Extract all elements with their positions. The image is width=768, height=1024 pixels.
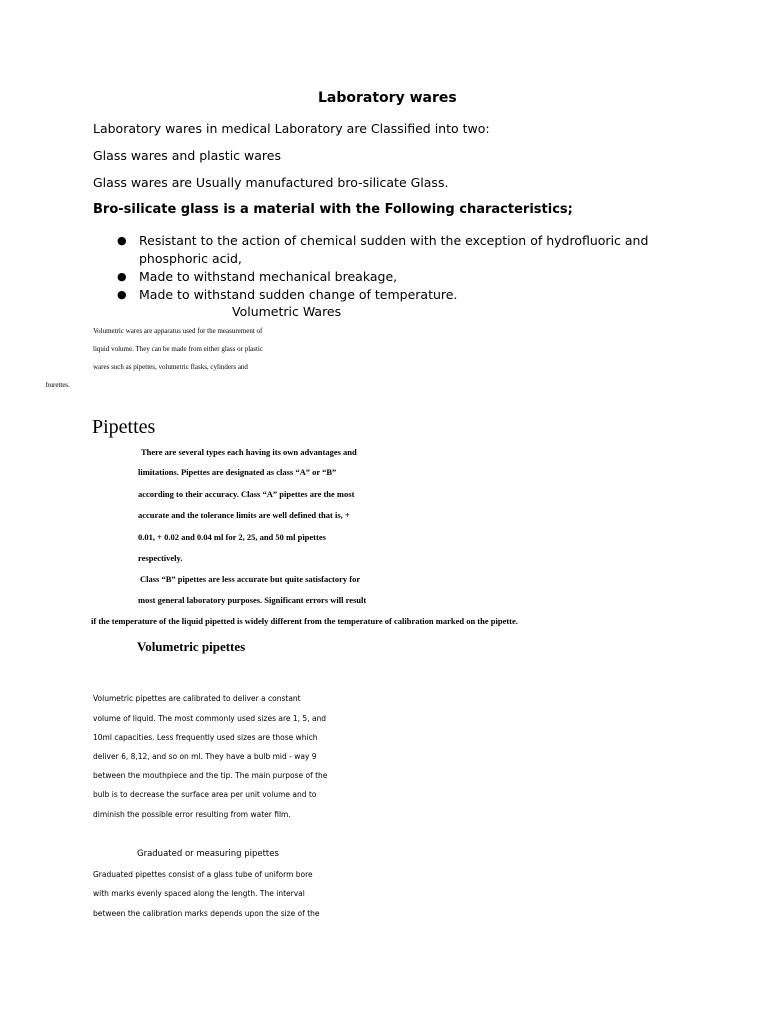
paragraph-line: wares such as pipettes, volumetric flasks, cylinders and — [93, 363, 248, 371]
paragraph-line: liquid volume. They can be made from either glass or plastic — [93, 345, 263, 353]
paragraph-line: Volumetric wares are apparatus used for the measurement of — [93, 327, 263, 335]
paragraph-line: most general laboratory purposes. Significant errors will result — [138, 595, 367, 605]
intro-line-2: Glass wares and plastic wares — [93, 148, 281, 163]
paragraph-line: according to their accuracy. Class “A” pipettes are the most — [138, 489, 355, 499]
paragraph-line: Graduated pipettes consist of a glass tube of uniform bore — [93, 870, 313, 879]
list-item: ● Made to withstand sudden change of temperature. — [117, 287, 458, 302]
paragraph-line: with marks evenly spaced along the length. The interval — [93, 889, 305, 898]
paragraph-line: bulb is to decrease the surface area per unit volume and to — [93, 790, 317, 799]
intro-line-1: Laboratory wares in medical Laboratory are Classified into two: — [93, 121, 490, 136]
bullet-icon: ● — [117, 288, 127, 301]
paragraph-line: diminish the possible error resulting from water film. — [93, 810, 291, 819]
page-title: Laboratory wares — [318, 90, 457, 106]
paragraph-line: between the mouthpiece and the tip. The main purpose of the — [93, 771, 328, 780]
paragraph-line: Volumetric pipettes are calibrated to deliver a constant — [93, 694, 301, 703]
list-item: ● Made to withstand mechanical breakage, — [117, 269, 398, 284]
bullet-icon: ● — [117, 270, 127, 283]
volumetric-wares-heading: Volumetric Wares — [232, 304, 342, 319]
paragraph-line: There are several types each having its own advantages and — [141, 447, 357, 457]
paragraph-line: between the calibration marks depends upon the size of the — [93, 909, 320, 918]
paragraph-line: Class “B” pipettes are less accurate but quite satisfactory for — [140, 574, 361, 584]
paragraph-line: if the temperature of the liquid pipetted is widely different from the temperature of calibration marked on the pipette. — [91, 616, 518, 626]
intro-line-3: Glass wares are Usually manufactured bro-silicate Glass. — [93, 175, 449, 190]
list-item: ● Resistant to the action of chemical sudden with the exception of hydrofluoric and phosphoric acid, — [117, 233, 649, 266]
volumetric-pipettes-heading: Volumetric pipettes — [137, 639, 246, 654]
paragraph-line: 10ml capacities. Less frequently used sizes are those which — [93, 733, 318, 742]
paragraph-line: volume of liquid. The most commonly used sizes are 1, 5, and — [93, 714, 327, 723]
paragraph-line: deliver 6, 8,12, and so on ml. They have a bulb mid - way 9 — [93, 752, 317, 761]
pipettes-heading: Pipettes — [92, 416, 156, 438]
paragraph-line: 0.01, + 0.02 and 0.04 ml for 2, 25, and 50 ml pipettes — [138, 532, 326, 542]
characteristics-heading: Bro-silicate glass is a material with the Following characteristics; — [93, 202, 573, 217]
paragraph-line: respectively. — [138, 553, 183, 563]
graduated-pipettes-heading: Graduated or measuring pipettes — [137, 849, 279, 859]
paragraph-line: burettes. — [46, 381, 70, 389]
bullet-icon: ● — [117, 234, 127, 247]
characteristics-list — [93, 232, 653, 304]
paragraph-line: accurate and the tolerance limits are well defined that is, + — [138, 510, 350, 520]
paragraph-line: limitations. Pipettes are designated as class “A” or “B” — [138, 467, 337, 477]
